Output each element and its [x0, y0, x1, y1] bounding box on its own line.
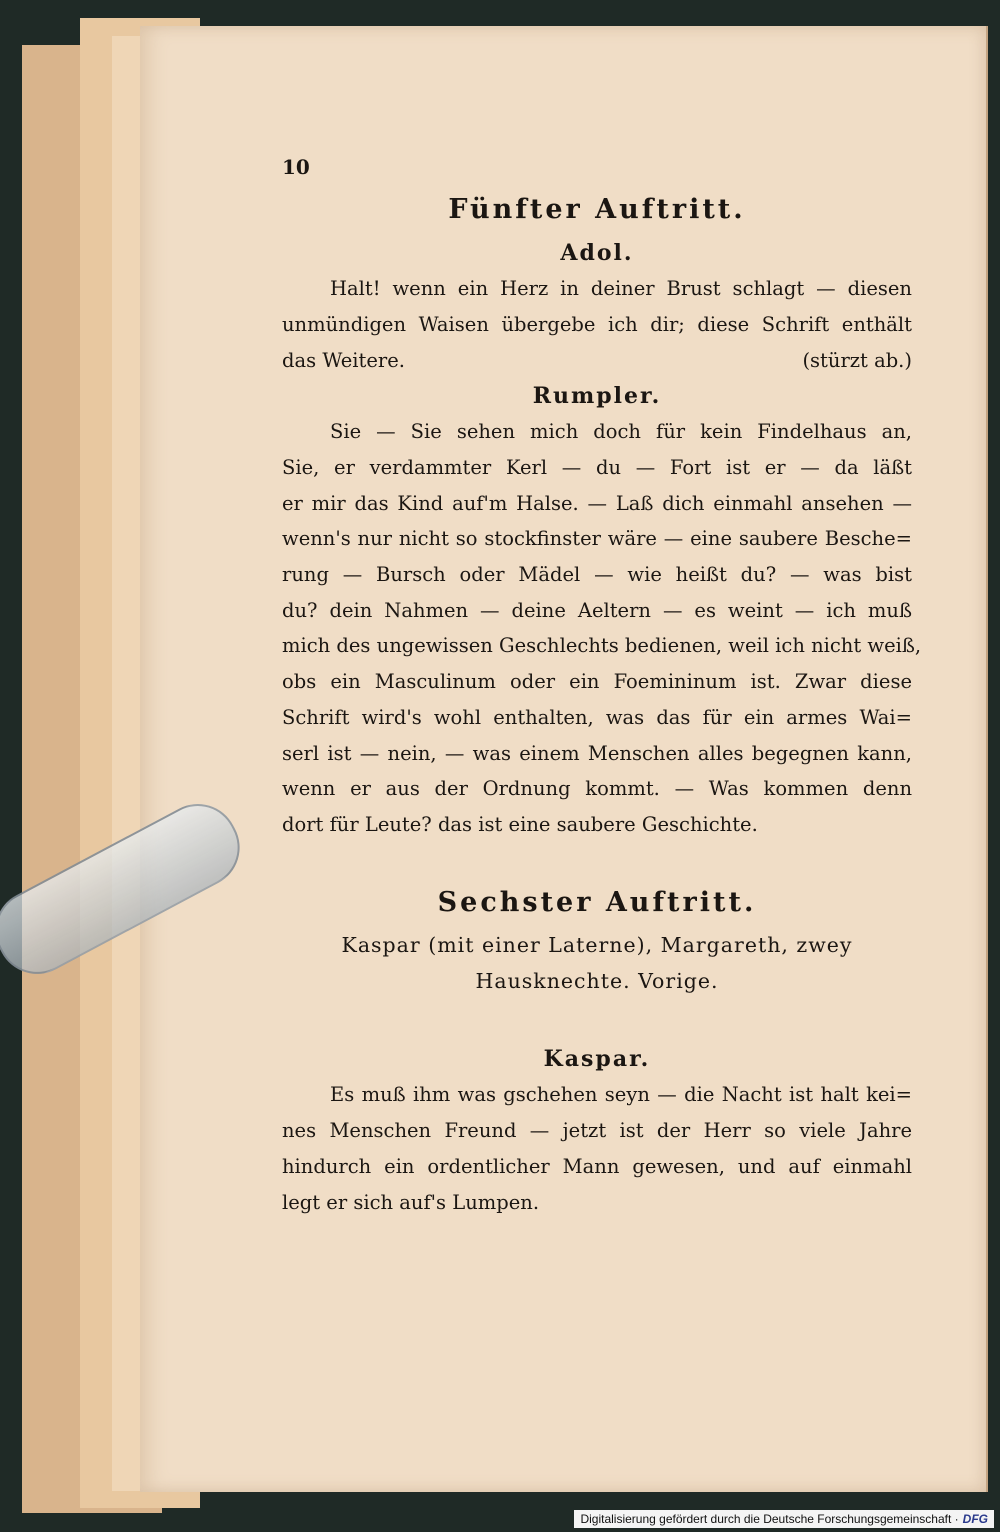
cast-list: Kaspar (mit einer Laterne), Margareth, zwey: [341, 933, 853, 958]
speech-line: mich des ungewissen Geschlechts bedienen, weil ich nicht weiß,: [282, 634, 922, 658]
digitization-credit: [574, 1510, 994, 1528]
speech-line: er mir das Kind auf'm Halse. — Laß dich einmahl ansehen —: [282, 491, 912, 515]
scene-heading-6: Sechster Auftritt.: [437, 886, 757, 918]
speaker-adol: Adol.: [560, 239, 634, 266]
speech-line: serl ist — nein, — was einem Menschen alles begegnen kann,: [282, 741, 912, 765]
speech-line: wenn er aus der Ordnung kommt. — Was kommen denn: [282, 777, 912, 801]
scene-heading-5: Fünfter Auftritt.: [448, 194, 746, 225]
speech-line: Es muß ihm was gschehen seyn — die Nacht ist halt kei=: [330, 1083, 912, 1107]
cast-list: Hausknechte. Vorige.: [475, 969, 719, 994]
speech-line-text: das Weitere.: [282, 348, 405, 372]
speech-line: hindurch ein ordentlicher Mann gewesen, und auf einmahl: [282, 1154, 912, 1178]
speech-line: rung — Bursch oder Mädel — wie heißt du? — was bist: [282, 563, 912, 587]
dfg-logo: DFG: [962, 1512, 988, 1526]
speech-line: obs ein Masculinum oder ein Foemininum ist. Zwar diese: [282, 670, 912, 694]
speech-line: [282, 343, 912, 379]
speech-line: nes Menschen Freund — jetzt ist der Herr so viele Jahre: [282, 1119, 912, 1143]
speech-line: Schrift wird's wohl enthalten, was das für ein armes Wai=: [282, 705, 912, 729]
speech-line: du? dein Nahmen — deine Aeltern — es weint — ich muß: [282, 598, 912, 622]
stage-direction: (stürzt ab.): [802, 348, 912, 372]
page-content: [282, 150, 922, 1220]
credit-text: Digitalisierung gefördert durch die Deutsche Forschungsgemeinschaft ·: [580, 1512, 959, 1526]
speech-line: Sie, er verdammter Kerl — du — Fort ist er — da läßt: [282, 455, 912, 479]
speech-line: unmündigen Waisen übergebe ich dir; diese Schrift enthält: [282, 313, 912, 337]
speech-line: Halt! wenn ein Herz in deiner Brust schlagt — diesen: [330, 277, 912, 301]
speaker-rumpler: Rumpler.: [532, 382, 662, 409]
page-number: 10: [282, 155, 310, 179]
speech-line: wenn's nur nicht so stockfinster wäre — eine saubere Besche=: [282, 527, 912, 551]
speech-line: legt er sich auf's Lumpen.: [282, 1190, 540, 1214]
speech-line: dort für Leute? das ist eine saubere Geschichte.: [282, 812, 758, 836]
speech-line: Sie — Sie sehen mich doch für kein Findelhaus an,: [330, 420, 912, 444]
speaker-kaspar: Kaspar.: [543, 1045, 651, 1072]
